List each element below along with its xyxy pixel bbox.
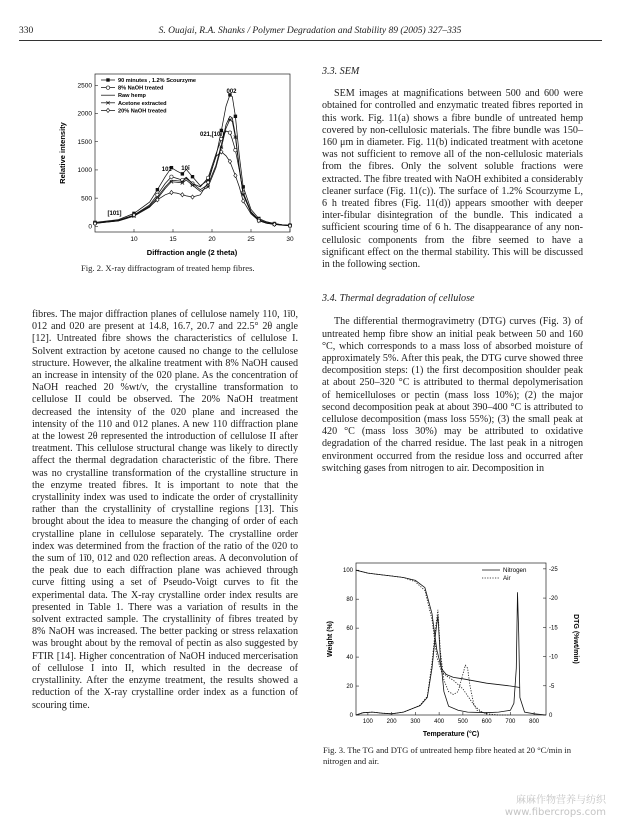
xrd-series-line bbox=[95, 95, 290, 225]
xrd-peak-annotation: [101] bbox=[107, 211, 122, 218]
xrd-series-line bbox=[95, 120, 290, 226]
xrd-y-tick-label: 2500 bbox=[77, 82, 92, 90]
xrd-y-axis-label: Relative intensity bbox=[58, 122, 67, 184]
page-number: 330 bbox=[19, 26, 34, 36]
xrd-y-tick-label: 1000 bbox=[77, 167, 92, 175]
section-3-3-heading: 3.3. SEM bbox=[322, 66, 360, 77]
tg-y-tick-label: 20 bbox=[346, 684, 353, 691]
xrd-data-point bbox=[181, 172, 184, 175]
tg-y-tick-label: 40 bbox=[346, 655, 353, 662]
tg-y2-tick-label: -10 bbox=[549, 654, 558, 661]
tg-y-tick-label: 60 bbox=[346, 626, 353, 633]
section-3-3-paragraph: SEM images at magnifications between 500 and 600 were obtained for controlled and enzymatic treated fibres reported in this work. Fig. 11(a) shows a fibre bundle of untreated hemp covered by non-cellulosic materials. The fibre bundle was 150–160 μm in diameter. Fig. 11(b) indicated treatment with acetone was not sufficient to remove all of the non-cellulosic materials from the fibres. Only the solvent soluble fractions were extracted. The fibre treated with NaOH exhibited a considerably cleaner surface (Fig. 11(c)). The surface of 1.2% Scourzyme L, 6 h treated fibres (Fig. 11(d)) appears smoother with deeper inter-fibular disintegration of the bundle. This indicated a sufficient scouring time of 6 h. The disappearance of any non-cellulosic components from the fibre seemed to have a significant effect on the thermal stability. This will be discussed in the following section. bbox=[322, 88, 583, 271]
xrd-data-point bbox=[206, 185, 209, 188]
tg-legend-entry: Air bbox=[503, 575, 511, 583]
xrd-x-tick-label: 20 bbox=[208, 236, 216, 243]
watermark-line-2: www.fibercrops.com bbox=[504, 807, 606, 818]
tg-dtg-chart bbox=[322, 557, 584, 739]
xrd-legend-marker bbox=[106, 78, 109, 81]
xrd-legend-entry: Acetone extracted bbox=[118, 100, 167, 107]
xrd-data-point bbox=[228, 131, 231, 134]
xrd-legend-entry: 8% NaOH treated bbox=[118, 85, 164, 92]
tg-x-tick-label: 400 bbox=[434, 719, 445, 725]
tg-x-tick-label: 300 bbox=[410, 719, 421, 725]
tg-y-tick-label: 100 bbox=[342, 568, 353, 575]
section-3-4-paragraph: The differential thermogravimetry (DTG) curves (Fig. 3) of untreated hemp fibre show an initial peak between 50 and 160 °C, which corresponds to a mass loss of absorbed moisture of approximately 5%. After this peak, the DTG curve showed three decomposition steps: (1) the first decomposition shoulder peak at about 250–320 °C is attributed to thermal depolymerisation of hemicelluloses or pectin (mass loss 10%); (2) the major second decomposition peak at about 390–400 °C is attributed to cellulose decomposition (mass loss 55%); (3) the small peak at 420 °C (mass loss 30%) may be attributed to oxidative degradation of the charred residue. The last peak in a nitrogen environment occurred from the residue loss and occurred after switching gases from nitrogen to air. Decomposition in bbox=[322, 316, 583, 474]
xrd-x-tick-label: 15 bbox=[169, 236, 177, 243]
watermark bbox=[505, 795, 606, 819]
xrd-data-point bbox=[181, 193, 184, 197]
tg-series-line bbox=[356, 592, 546, 715]
tg-x-tick-label: 200 bbox=[386, 719, 397, 725]
xrd-data-point bbox=[234, 115, 237, 118]
xrd-x-tick-label: 25 bbox=[247, 236, 255, 243]
xrd-series-line bbox=[95, 116, 290, 225]
xrd-peak-annotation: 10ī bbox=[181, 165, 190, 172]
tg-y-tick-label: 80 bbox=[346, 597, 353, 604]
xrd-data-point bbox=[191, 195, 194, 199]
fig2-caption: Fig. 2. X-ray diffractogram of treated hemp fibres. bbox=[81, 263, 255, 273]
section-3-4-heading: 3.4. Thermal degradation of cellulose bbox=[322, 293, 475, 305]
tg-y2-tick-label: -25 bbox=[549, 566, 558, 573]
tg-x-tick-label: 100 bbox=[362, 719, 373, 725]
tg-series-line bbox=[356, 570, 487, 713]
xrd-x-axis-label: Diffraction angle (2 theta) bbox=[146, 248, 238, 257]
tg-y-axis-label: Weight (%) bbox=[327, 620, 334, 658]
tg-x-tick-label: 700 bbox=[505, 719, 516, 725]
watermark-line-1: 麻麻作物营养与纺织 bbox=[516, 795, 606, 806]
fig3-caption: Fig. 3. The TG and DTG of untreated hemp fibre heated at 20 °C/min in nitrogen and air. bbox=[323, 745, 571, 766]
xrd-legend-marker bbox=[106, 86, 109, 89]
xrd-y-tick-label: 0 bbox=[88, 223, 92, 231]
xrd-peak-annotation: 101 bbox=[161, 167, 172, 174]
tg-x-axis-label: Temperature (°C) bbox=[422, 731, 480, 738]
xrd-peak-annotation: 002 bbox=[226, 89, 237, 96]
xrd-data-point bbox=[234, 173, 237, 177]
xrd-y-tick-label: 1500 bbox=[77, 138, 92, 146]
tg-series-line bbox=[356, 570, 520, 687]
left-paragraph: fibres. The major diffraction planes of cellulose namely 110, 1ī0, 012 and 020 are present at 14.8, 16.7, 20.7 and 22.5° 2θ angle [12]. Untreated fibre shows the characteristics of cellulose I. Solvent extraction by acetone caused no change to the cellulose structure. However, the alkaline treatment with 8% NaOH caused an increase in intensity of the 020 plane. As the concentration of NaOH reached 20 %wt/v, the crystalline transformation to cellulose II could be observed. The 20% NaOH treatment decreased the intensity of the 020 plane and increased the intensity of the 110 and 012 planes. A new 110 diffraction plane at the lowest 2θ represented the introduction of cellulose II after treatment. This cellulose structural change was likely to directly affect the thermal degradation characteristic of the fibre. There was no crystalline transformation of the crystalline structure in the enzyme treated fibres. It is important to note that the crystallinity index was used to indicate the order of crystallinity rather than the crystallinity of crystalline regions [13]. This brought about the idea to measure the changing of order of each crystalline plane in cellulose separately. The crystalline order index was determined from the fraction of the ratio of the 020 to the sum of 1ī0, 012 and 020 reflection areas. A deconvolution of the peak due to each diffraction plane was achieved through curve fitting using a set of Pseudo-Voigt curves to fit the experimental data. The X-ray crystalline order index results are presented in Table 1. There was a variation of results in the solvent extracted sample. The crystallinity of fibres treated by 8% NaOH was increased. The better packing or stress relaxation was brought about by the removal of pectin as also suggested by FTIR [14]. Higher concentration of NaOH induced mercerisation of cellulose I into II, which resulted in the decrease of crystallinity. After the enzyme treatment, the results showed a reduction of the X-ray crystalline order index as a function of scouring time. bbox=[32, 309, 298, 711]
tg-y2-axis-label: DTG (%wt/min) bbox=[572, 614, 579, 664]
xrd-peak-annotation: 021,[10ī] bbox=[199, 132, 225, 139]
header-rule bbox=[19, 40, 602, 41]
xrd-y-tick-label: 500 bbox=[81, 195, 92, 203]
xrd-data-point bbox=[170, 190, 173, 194]
tg-y2-tick-label: -20 bbox=[549, 596, 558, 603]
tg-y2-tick-label: -15 bbox=[549, 625, 558, 632]
tg-y2-tick-label: 0 bbox=[549, 713, 553, 719]
xrd-data-point bbox=[156, 188, 159, 191]
xrd-legend-marker bbox=[106, 108, 109, 112]
tg-y-tick-label: 0 bbox=[349, 713, 353, 719]
left-column bbox=[32, 309, 298, 712]
tg-y2-tick-label: -5 bbox=[549, 683, 555, 690]
xrd-legend-marker bbox=[106, 101, 109, 104]
tg-x-tick-label: 600 bbox=[481, 719, 492, 725]
tg-plot-frame bbox=[356, 563, 546, 715]
xrd-chart bbox=[55, 66, 305, 258]
xrd-legend-entry: 20% NaOH treated bbox=[118, 108, 167, 115]
xrd-data-point bbox=[170, 175, 173, 178]
xrd-legend-entry: 90 minutes , 1.2% Scourzyme bbox=[118, 78, 197, 84]
running-header: S. Ouajai, R.A. Shanks / Polymer Degradation and Stability 89 (2005) 327–335 bbox=[158, 26, 462, 36]
xrd-x-tick-label: 10 bbox=[130, 236, 138, 243]
xrd-y-tick-label: 2000 bbox=[77, 110, 92, 118]
xrd-data-point bbox=[228, 118, 231, 121]
xrd-series-line bbox=[95, 152, 290, 226]
xrd-legend-entry: Raw hemp bbox=[118, 93, 146, 100]
tg-x-tick-label: 500 bbox=[457, 719, 468, 725]
xrd-data-point bbox=[191, 175, 194, 178]
tg-legend-entry: Nitrogen bbox=[503, 567, 527, 575]
xrd-x-tick-label: 30 bbox=[286, 236, 294, 243]
right-column bbox=[322, 66, 583, 475]
tg-x-tick-label: 800 bbox=[529, 719, 540, 725]
